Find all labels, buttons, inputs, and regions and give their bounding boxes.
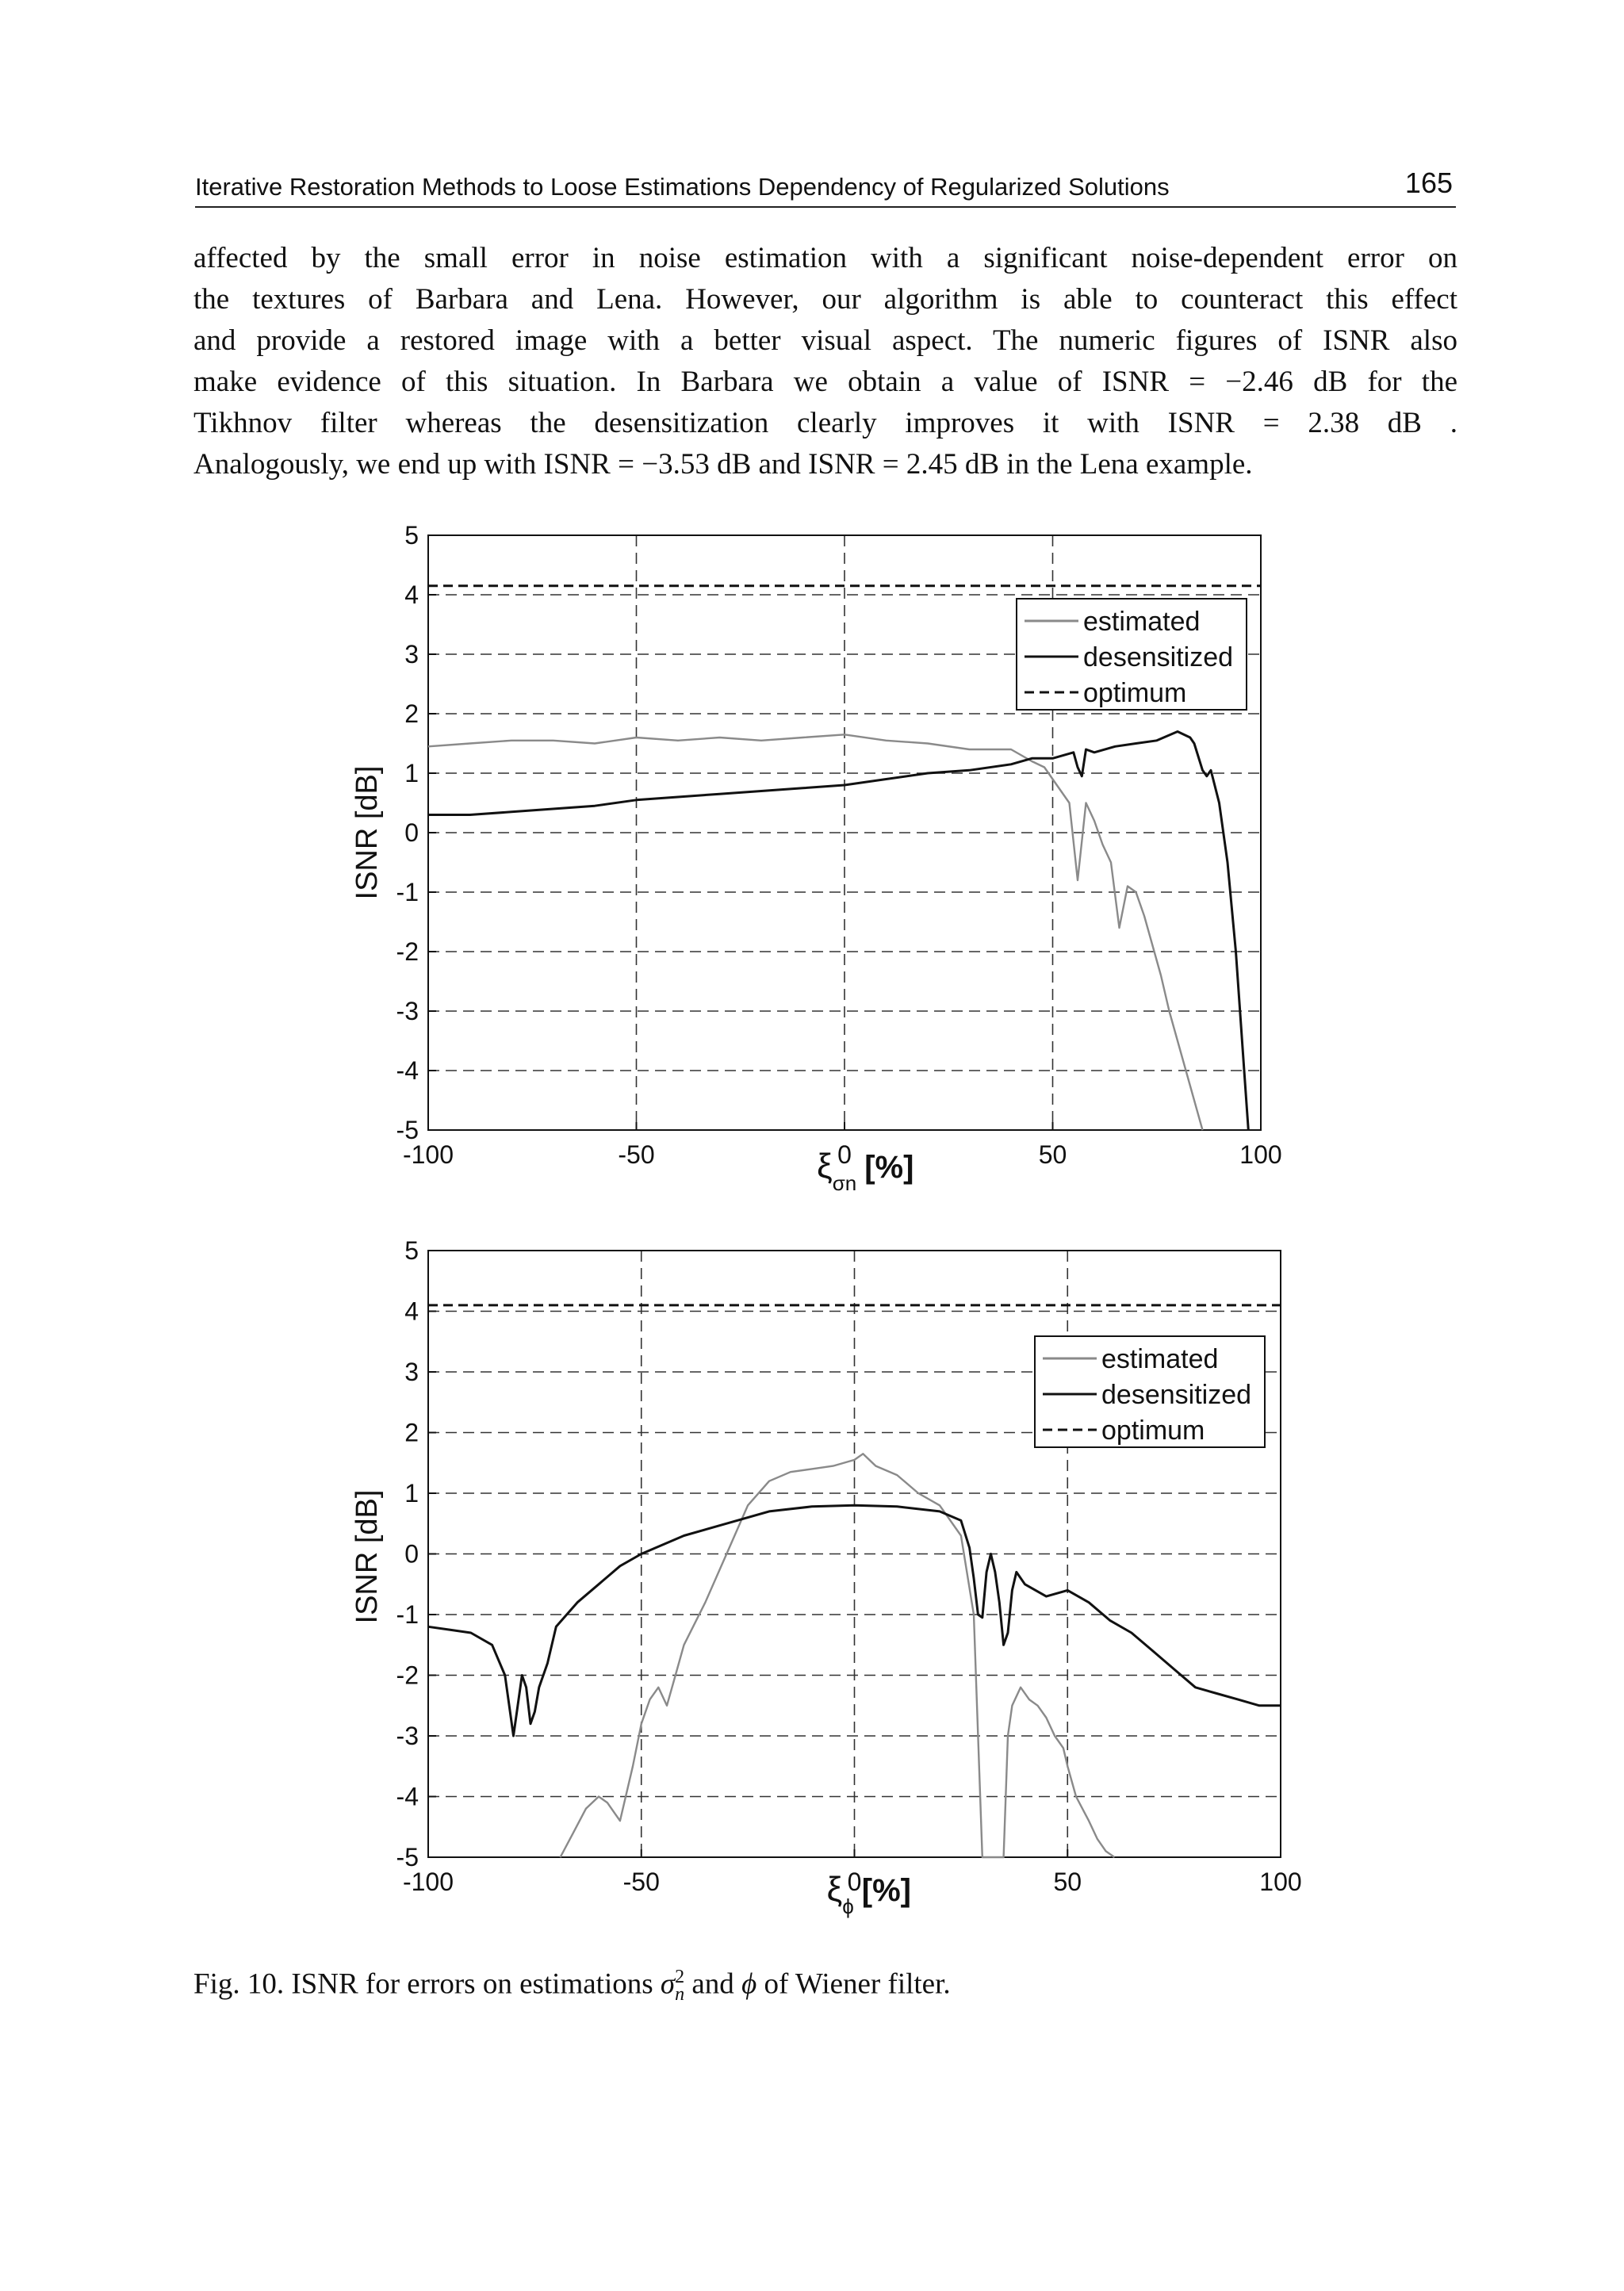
legend-label-desensitized: desensitized [1101, 1380, 1252, 1410]
y-tick-label: 0 [404, 1539, 419, 1569]
isnr-vs-phi-error-chart [0, 1217, 1624, 1931]
x-axis-label [827, 1870, 911, 1918]
y-tick-label: -3 [396, 1722, 419, 1750]
x-axis-unit: [%] [861, 1873, 911, 1908]
y-tick-label: -4 [396, 1782, 419, 1811]
y-tick-label: -1 [396, 1600, 419, 1629]
caption-middle: and [684, 1967, 742, 2001]
x-tick-label: 50 [1053, 1868, 1082, 1896]
legend-label-optimum: optimum [1083, 678, 1187, 708]
x-axis-symbol: ξ [826, 1870, 843, 1909]
x-tick-label: -100 [402, 1868, 454, 1896]
caption-prefix: Fig. 10. ISNR for errors on estimations [193, 1967, 661, 2001]
y-axis-label: ISNR [dB] [350, 1489, 384, 1624]
legend-label-estimated: estimated [1101, 1344, 1219, 1374]
isnr-vs-noise-error-chart [0, 508, 1624, 1205]
y-tick-label: -3 [396, 997, 419, 1025]
x-tick-label: -50 [618, 1140, 655, 1169]
x-tick-label: 100 [1259, 1868, 1302, 1896]
y-tick-label: 1 [404, 1479, 419, 1508]
y-tick-label: 4 [404, 1297, 419, 1326]
caption-suffix: of Wiener filter. [756, 1967, 951, 2001]
legend-label-desensitized: desensitized [1083, 642, 1234, 672]
y-axis-label: ISNR [dB] [350, 765, 384, 900]
caption-phi: ϕ [741, 1967, 757, 2001]
body-line: the textures of Barbara and Lena. However, our algorithm is able to counteract this effect [193, 283, 1457, 316]
x-tick-label: 0 [837, 1140, 852, 1169]
running-head [195, 163, 1456, 208]
body-line: Analogously, we end up with ISNR = −3.53 dB and ISNR = 2.45 dB in the Lena example. [193, 448, 1253, 481]
y-tick-label: 1 [404, 759, 419, 787]
y-tick-label: 0 [404, 818, 419, 847]
x-tick-label: 0 [847, 1868, 862, 1896]
x-axis-symbol: ξ [817, 1147, 833, 1186]
y-tick-label: 2 [404, 699, 419, 728]
y-tick-label: -5 [396, 1843, 419, 1871]
body-line: Tikhnov filter whereas the desensitization clearly improves it with ISNR = 2.38 dB . [193, 407, 1457, 439]
x-tick-label: -100 [402, 1140, 454, 1169]
y-tick-label: 3 [404, 1358, 419, 1386]
legend-label-optimum: optimum [1101, 1416, 1205, 1446]
x-axis-subscript: ϕ [842, 1894, 854, 1918]
caption-sigma: σ [660, 1967, 676, 2001]
x-axis-label [817, 1147, 914, 1195]
x-axis-unit: [%] [864, 1150, 914, 1185]
y-tick-label: -1 [396, 878, 419, 906]
y-tick-label: 2 [404, 1418, 419, 1447]
x-tick-label: 50 [1038, 1140, 1067, 1169]
y-tick-label: 3 [404, 640, 419, 669]
y-tick-label: 5 [404, 521, 419, 550]
x-tick-label: -50 [622, 1868, 660, 1896]
body-line: make evidence of this situation. In Barbara we obtain a value of ISNR = −2.46 dB for the [193, 366, 1457, 398]
y-tick-label: -4 [396, 1056, 419, 1085]
y-tick-label: -5 [396, 1116, 419, 1144]
body-paragraph [193, 238, 1457, 485]
legend-label-estimated: estimated [1083, 607, 1201, 637]
x-axis-subscript: σn [832, 1171, 857, 1195]
running-title: Iterative Restoration Methods to Loose Estimations Dependency of Regularized Solutions [195, 173, 1170, 201]
y-tick-label: 5 [404, 1236, 419, 1265]
figure-caption [193, 1967, 951, 2006]
body-line: and provide a restored image with a better visual aspect. The numeric figures of ISNR also [193, 324, 1457, 357]
body-line: affected by the small error in noise estimation with a significant noise-dependent error on [193, 242, 1457, 274]
caption-sigma-sub: n [675, 1983, 685, 2005]
y-tick-label: -2 [396, 937, 419, 966]
caption-sigma-sup: 2 [675, 1967, 685, 1987]
y-tick-label: -2 [396, 1661, 419, 1690]
y-tick-label: 4 [404, 580, 419, 609]
x-tick-label: 100 [1239, 1140, 1282, 1169]
page-number: 165 [1404, 167, 1453, 199]
